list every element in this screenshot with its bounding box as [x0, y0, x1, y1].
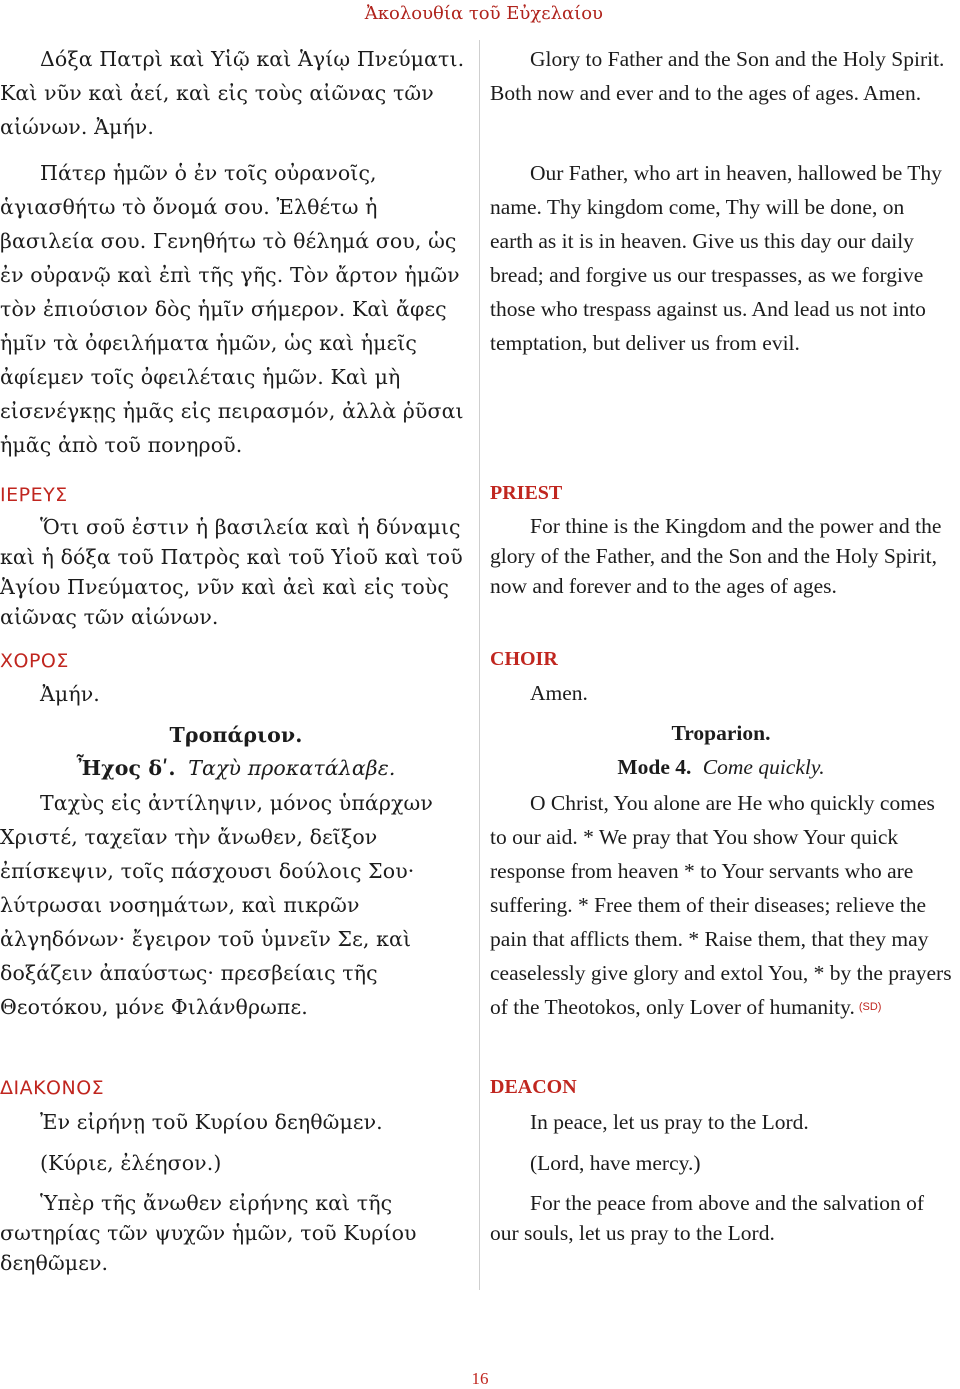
english-lords-prayer: Our Father, who art in heaven, hallowed be Thy name. Thy kingdom come, Thy will be done, on earth as it is in heaven. Give us this day our daily bread; and forgive us our trespasses, as we forgive those who trespass against us. And lead us not into temptation, but deliver us from evil. [490, 161, 942, 355]
english-deacon-text-3: For the peace from above and the salvation of our souls, let us pray to the Lord. [490, 1191, 925, 1245]
english-deacon-text-2: (Lord, have mercy.) [530, 1151, 701, 1175]
column-divider [479, 40, 480, 1290]
greek-choir-text: Ἀμήν. [40, 682, 100, 706]
english-mode-label: Mode 4. [617, 755, 692, 779]
english-priest-text: For thine is the Kingdom and the power and the glory of the Father, and the Son and the Holy Spirit, now and forever and to the ages of ages. [490, 514, 942, 598]
english-troparion-text: O Christ, You alone are He who quickly comes to our aid. * We pray that You show Your quick response from heaven * to Your servants who are suffering. * Free them of their diseases; relieve the pain that afflicts them. * Raise them, that they may ceaselessly give glory and extol You, * by the prayers of the Theotokos, only Lover of humanity. [490, 791, 952, 1019]
greek-priest-text: Ὅτι σοῦ ἐστιν ἡ βασιλεία καὶ ἡ δύναμις καὶ ἡ δόξα τοῦ Πατρὸς καὶ τοῦ Υἱοῦ καὶ τοῦ Ἁγίου Πνεύματος, νῦν καὶ ἀεὶ καὶ εἰς τοὺς αἰῶνας τῶν αἰώνων. [0, 515, 463, 629]
english-mode-line [490, 750, 952, 784]
english-priest-label: PRIEST [490, 482, 563, 504]
english-troparion-paragraph [490, 786, 952, 1024]
greek-priest-label: ΙΕΡΕΥΣ [0, 484, 68, 506]
page-number: 16 [471, 1369, 489, 1388]
greek-lords-prayer: Πάτερ ἡμῶν ὁ ἐν τοῖς οὐρανοῖς, ἁγιασθήτω τὸ ὄνομά σου. Ἐλθέτω ἡ βασιλεία σου. Γενηθήτω τὸ θέλημά σου, ὡς ἐν οὐρανῷ καὶ ἐπὶ τῆς γῆς. Τὸν ἄρτον ἡμῶν τὸν ἐπιούσιον δὸς ἡμῖν σήμερον. Καὶ ἄφες ἡμῖν τὰ ὀφειλήματα ἡμῶν, ὡς καὶ ἡμεῖς ἀφίεμεν τοῖς ὀφειλέταις ἡμῶν. Καὶ μὴ εἰσενέγκῃς ἡμᾶς εἰς πειρασμόν, ἀλλὰ ῥῦσαι ἡμᾶς ἀπὸ τοῦ πονηροῦ. [0, 161, 464, 457]
greek-deacon-text-3: Ὑπὲρ τῆς ἄνωθεν εἰρήνης καὶ τῆς σωτηρίας τῶν ψυχῶν ἡμῶν, τοῦ Κυρίου δεηθῶμεν. [0, 1191, 417, 1275]
english-deacon-label: DEACON [490, 1076, 577, 1098]
english-mode-melody: Come quickly. [702, 755, 825, 779]
greek-deacon-label: ΔΙΑΚΟΝΟΣ [0, 1077, 105, 1099]
english-choir-label: CHOIR [490, 648, 558, 670]
page-header-title: Ἀκολουθία τοῦ Εὐχελαίου [364, 3, 603, 24]
source-note: (SD) [858, 1001, 882, 1013]
greek-mode-line [0, 751, 472, 785]
english-choir-text: Amen. [530, 681, 588, 705]
greek-troparion-text: Ταχὺς εἰς ἀντίληψιν, μόνος ὑπάρχων Χριστέ, ταχεῖαν τὴν ἄνωθεν, δεῖξον ἐπίσκεψιν, τοῖς πάσχουσι δούλοις Σου· λύτρωσαι νοσημάτων, καὶ πικρῶν ἀλγηδόνων· ἔγειρον τοῦ ὑμνεῖν Σε, καὶ δοξάζειν ἀπαύστως· πρεσβείαις τῆς Θεοτόκου, μόνε Φιλάνθρωπε. [0, 791, 433, 1019]
greek-choir-label: ΧΟΡΟΣ [0, 650, 69, 672]
greek-deacon-text-1: Ἐν εἰρήνῃ τοῦ Κυρίου δεηθῶμεν. [40, 1110, 383, 1134]
greek-mode-melody: Ταχὺ προκατάλαβε. [188, 756, 396, 780]
greek-troparion-title: Τροπάριον. [169, 723, 303, 747]
greek-doxology: Δόξα Πατρὶ καὶ Υἱῷ καὶ Ἁγίῳ Πνεύματι. Καὶ νῦν καὶ ἀεί, καὶ εἰς τοὺς αἰῶνας τῶν αἰώνων. Ἀμήν. [0, 47, 465, 139]
greek-mode-label: Ἦχος δʹ. [76, 756, 176, 780]
english-deacon-text-1: In peace, let us pray to the Lord. [530, 1110, 809, 1134]
english-troparion-title: Troparion. [671, 721, 771, 745]
greek-deacon-text-2: (Κύριε, ἐλέησον.) [40, 1151, 222, 1175]
english-doxology: Glory to Father and the Son and the Holy Spirit. Both now and ever and to the ages of ages. Amen. [490, 47, 945, 105]
